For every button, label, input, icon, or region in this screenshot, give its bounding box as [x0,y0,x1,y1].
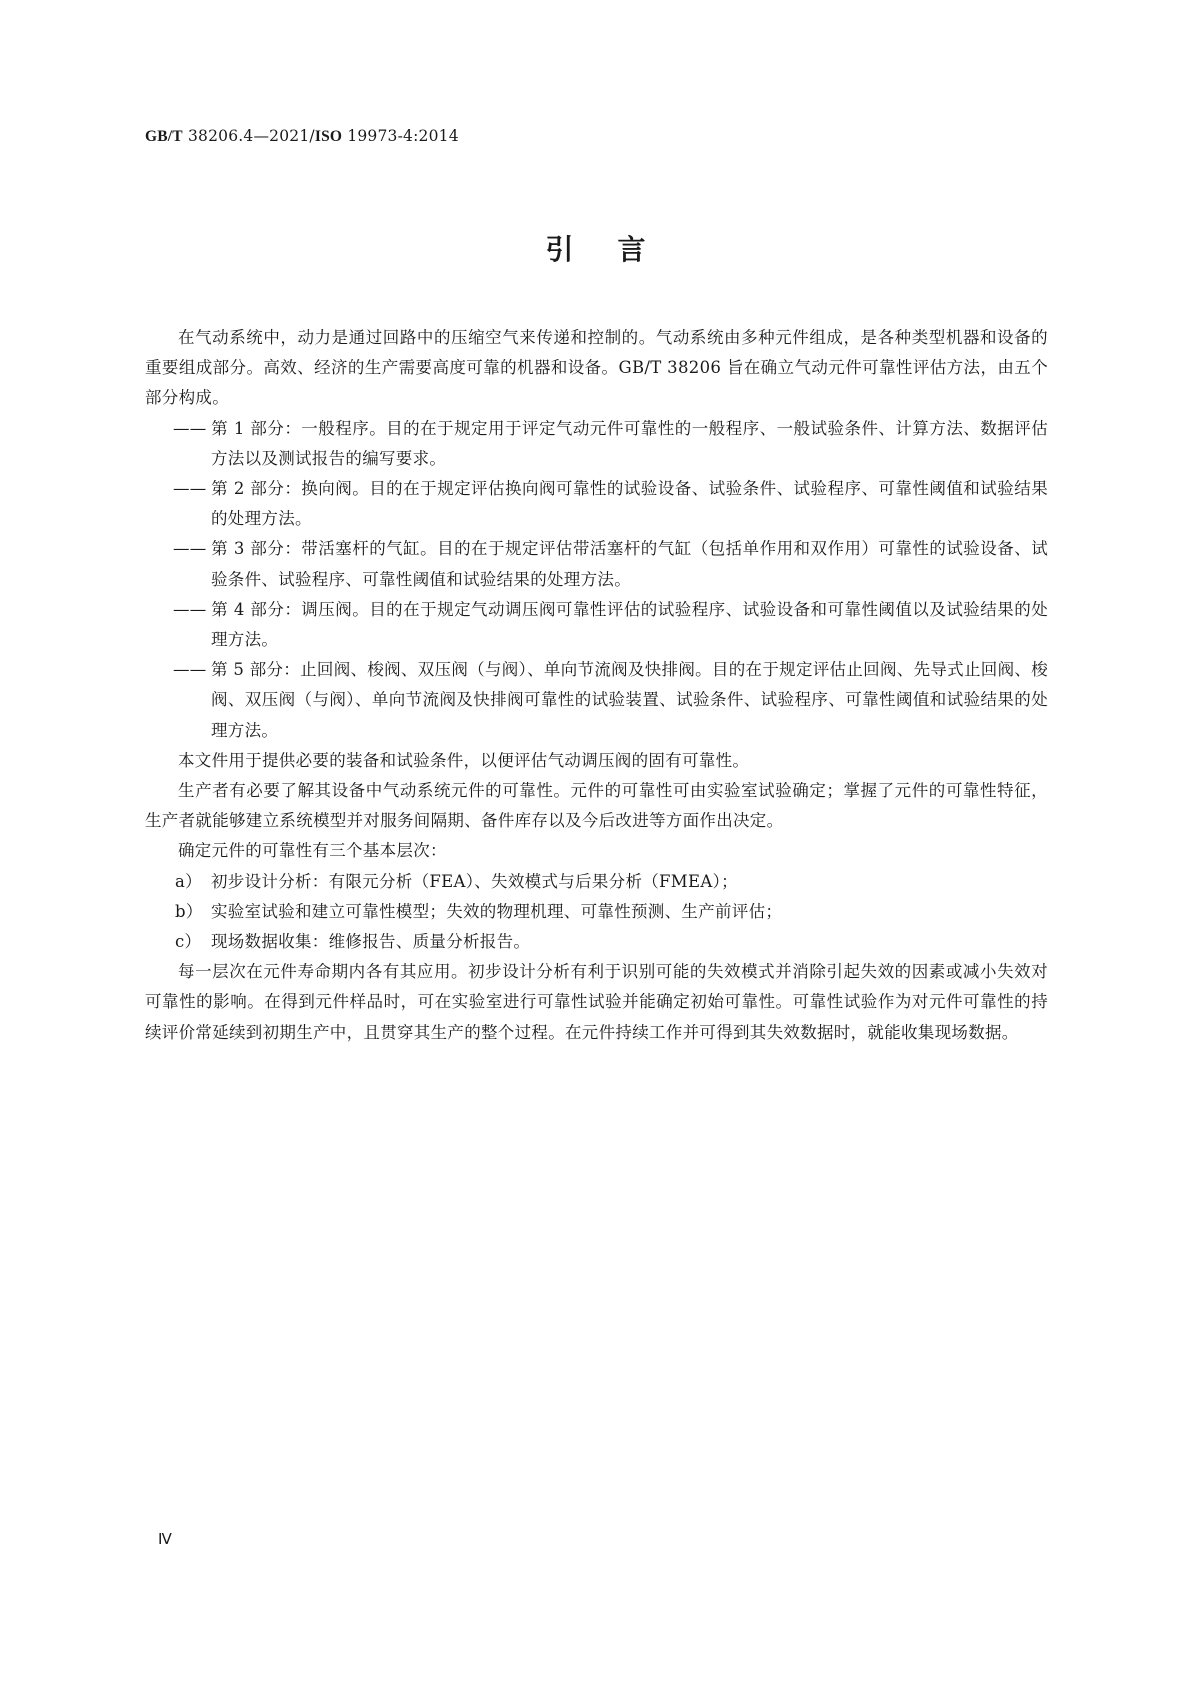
dash-mark: —— [173,479,207,499]
part-text: 第 1 部分：一般程序。目的在于规定用于评定气动元件可靠性的一般程序、一般试验条件、计算方法、数据评估方法以及测试报告的编写要求。 [211,418,1048,468]
level-text: 实验室试验和建立可靠性模型；失效的物理机理、可靠性预测、生产前评估； [211,901,783,921]
document-header [145,127,459,146]
level-mark: c） [175,932,202,952]
level-item [145,867,1048,897]
part-text: 第 4 部分：调压阀。目的在于规定气动调压阀可靠性评估的试验程序、试验设备和可靠性阈值以及试验结果的处理方法。 [211,599,1048,650]
std-number: 38206.4—2021/ [187,127,315,145]
part-item [145,655,1048,746]
intro-paragraph: 在气动系统中，动力是通过回路中的压缩空气来传递和控制的。气动系统由多种元件组成，是各种类型机器和设备的重要组成部分。高效、经济的生产需要高度可靠的机器和设备。GB/T 38206 旨在确立气动元件可靠性评估方法，由五个部分构成。 [145,328,1048,408]
level-mark: b） [175,901,203,921]
body-paragraph: 确定元件的可靠性有三个基本层次： [178,841,447,861]
level-mark: a） [175,871,202,891]
page-number: Ⅳ [158,1532,172,1548]
level-item [145,927,1048,957]
document-body [145,323,1048,1048]
dash-mark: —— [173,660,207,680]
part-text: 第 5 部分：止回阀、梭阀、双压阀（与阀）、单向节流阀及快排阀。目的在于规定评估止回阀、先导式止回阀、梭阀、双压阀（与阀）、单向节流阀及快排阀可靠性的试验装置、试验条件、试验程序、可靠性阈值和试验结果的处理方法。 [211,660,1048,740]
body-paragraph: 每一层次在元件寿命期内各有其应用。初步设计分析有利于识别可能的失效模式并消除引起失效的因素或减小失效对可靠性的影响。在得到元件样品时，可在实验室进行可靠性试验并能确定初始可靠性。可靠性试验作为对元件可靠性的持续评价常延续到初期生产中，且贯穿其生产的整个过程。在元件持续工作并可得到其失效数据时，就能收集现场数据。 [145,962,1048,1042]
dash-mark: —— [173,599,207,619]
level-item [145,897,1048,927]
part-item [145,414,1048,474]
part-text: 第 2 部分：换向阀。目的在于规定评估换向阀可靠性的试验设备、试验条件、试验程序、可靠性阈值和试验结果的处理方法。 [211,479,1048,529]
std-code: GB/T [145,128,183,145]
part-text: 第 3 部分：带活塞杆的气缸。目的在于规定评估带活塞杆的气缸（包括单作用和双作用）可靠性的试验设备、试验条件、试验程序、可靠性阈值和试验结果的处理方法。 [211,539,1048,589]
section-title: 引言 [545,233,690,266]
iso-code: ISO [314,128,343,145]
part-item [145,534,1048,594]
level-text: 初步设计分析：有限元分析（FEA）、失效模式与后果分析（FMEA）； [211,871,738,891]
dash-mark: —— [173,418,207,438]
part-item [145,474,1048,534]
body-paragraph: 生产者有必要了解其设备中气动系统元件的可靠性。元件的可靠性可由实验室试验确定；掌握了元件的可靠性特征，生产者就能够建立系统模型并对服务间隔期、备件库存以及今后改进等方面作出决定。 [145,781,1048,831]
body-paragraph: 本文件用于提供必要的装备和试验条件，以便评估气动调压阀的固有可靠性。 [178,750,750,770]
iso-number: 19973-4:2014 [347,127,459,145]
dash-mark: —— [173,539,207,559]
level-text: 现场数据收集：维修报告、质量分析报告。 [211,932,531,952]
part-item [145,595,1048,655]
